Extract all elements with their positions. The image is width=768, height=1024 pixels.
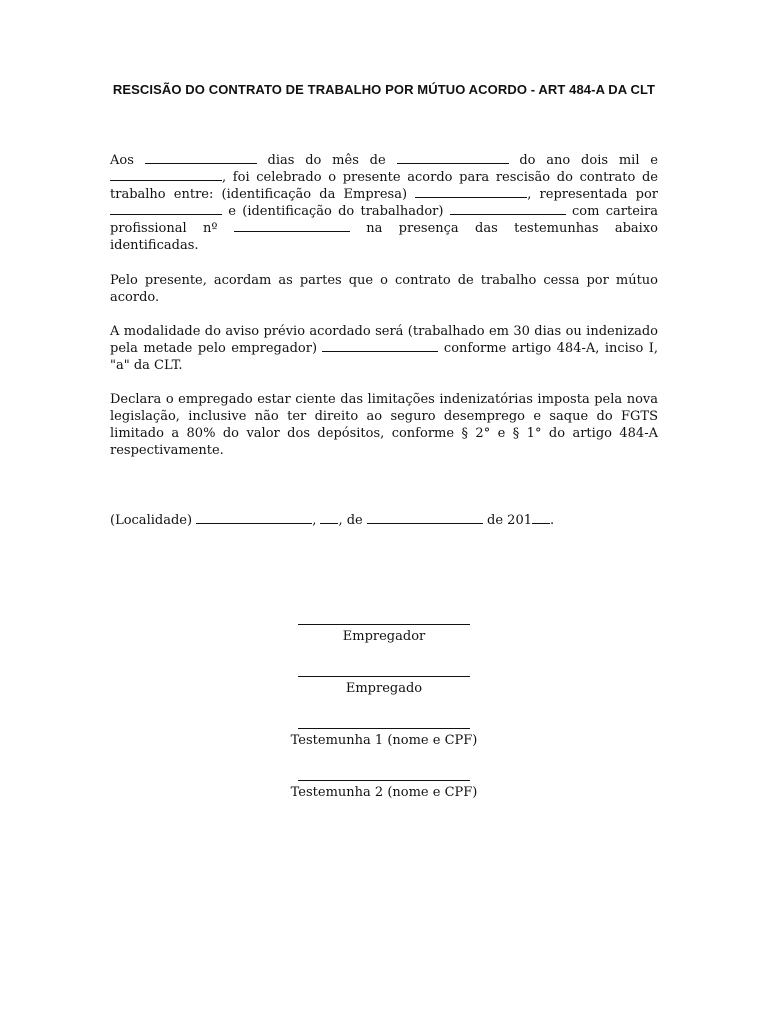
paragraph-declaration [110, 391, 658, 459]
paragraph-notice [110, 323, 658, 374]
signature-witness-1 [0, 728, 768, 748]
signature-label: Empregador [342, 629, 426, 644]
signature-label: Testemunha 2 (nome e CPF) [290, 785, 478, 800]
signature-line [298, 676, 470, 677]
paragraph-mutual-agreement [110, 272, 658, 306]
text-segment: A modalidade do aviso prévio acordado será (trabalhado em 30 dias ou indenizado pela metade pelo empregador) [110, 324, 658, 356]
text-segment: e (identificação do trabalhador) [228, 204, 444, 219]
locality-blank [196, 512, 312, 524]
ctps-blank [234, 220, 350, 232]
date-year-blank [532, 512, 550, 524]
text-segment: com carteira profissional nº [110, 204, 659, 236]
signature-employee [0, 676, 768, 696]
company-blank [415, 186, 527, 198]
text-segment: do ano dois mil e [519, 153, 658, 168]
text-segment: (Localidade) [110, 513, 193, 528]
paragraph-text: Declara o empregado estar ciente das limitações indenizatórias imposta pela nova legislação, inclusive não ter direito ao seguro desemprego e saque do FGTS limitado a 80% do valor dos depósitos, conforme § 2° e § 1° do artigo 484-A respectivamente. [110, 392, 658, 458]
year-blank [110, 169, 222, 181]
notice-blank [322, 340, 438, 352]
month-blank [397, 152, 509, 164]
text-segment: , de [338, 513, 363, 528]
text-segment: , [312, 513, 317, 528]
text-segment: dias do mês de [267, 153, 386, 168]
representative-blank [110, 203, 222, 215]
date-day-blank [320, 512, 338, 524]
text-segment: Aos [110, 153, 134, 168]
signature-line [298, 780, 470, 781]
signature-employer [0, 624, 768, 644]
day-blank [145, 152, 257, 164]
document-title: RESCISÃO DO CONTRATO DE TRABALHO POR MÚTUO ACORDO - ART 484-A DA CLT [112, 82, 656, 97]
text-segment: . [550, 513, 555, 528]
text-segment: de 201 [487, 513, 532, 528]
text-segment: , representada por [527, 187, 658, 202]
text-segment: , foi celebrado o presente acordo para rescisão do contrato de trabalho entre: (identificação da Empresa) [110, 170, 658, 202]
worker-blank [450, 203, 566, 215]
date-month-blank [367, 512, 483, 524]
signature-witness-2 [0, 780, 768, 800]
paragraph-agreement [110, 152, 658, 254]
text-segment: na presença das testemunhas abaixo identificadas. [110, 221, 658, 253]
signature-label: Empregado [345, 681, 423, 696]
place-date-line [110, 512, 658, 529]
paragraph-text: Pelo presente, acordam as partes que o contrato de trabalho cessa por mútuo acordo. [110, 273, 658, 305]
text-segment: conforme artigo 484-A, inciso I, "a" da CLT. [110, 341, 658, 373]
signature-label: Testemunha 1 (nome e CPF) [290, 733, 478, 748]
signature-line [298, 728, 470, 729]
signature-line [298, 624, 470, 625]
